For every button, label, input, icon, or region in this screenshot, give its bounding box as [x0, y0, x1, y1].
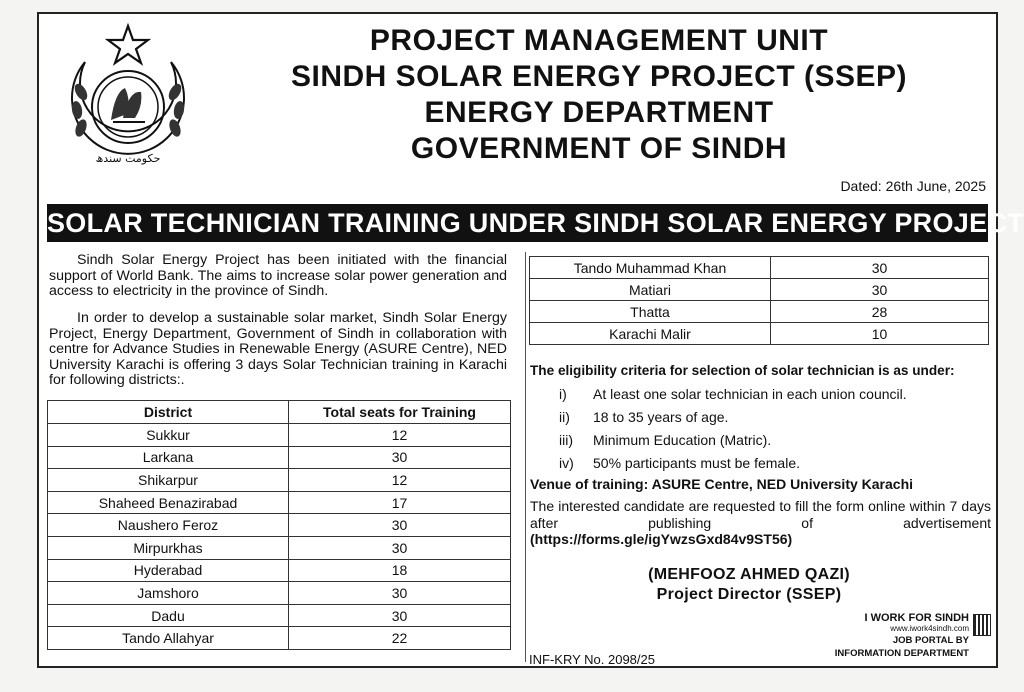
- seats-cell: 22: [289, 627, 511, 650]
- seats-cell: 12: [289, 469, 511, 492]
- seats-cell: 18: [289, 559, 511, 582]
- table-row: [48, 582, 511, 605]
- eligibility-title: The eligibility criteria for selection of solar technician is as under:: [530, 363, 955, 378]
- seats-cell: 12: [289, 424, 511, 447]
- table-row: [530, 257, 989, 279]
- title-banner: SOLAR TECHNICIAN TRAINING UNDER SINDH SOLAR ENERGY PROJECT: [47, 204, 988, 242]
- criteria-text: 50% participants must be female.: [593, 455, 800, 471]
- heading-unit: PROJECT MANAGEMENT UNIT: [369, 24, 829, 57]
- district-cell: Matiari: [530, 279, 771, 301]
- table-row: [48, 469, 511, 492]
- seats-cell: 28: [771, 301, 989, 323]
- column-divider: [525, 252, 526, 662]
- portal-tag-1: JOB PORTAL BY: [892, 635, 969, 646]
- table-row: [48, 536, 511, 559]
- portal-url: www.iwork4sindh.com: [890, 624, 969, 633]
- criteria-text: 18 to 35 years of age.: [593, 409, 729, 425]
- table-row: [530, 301, 989, 323]
- heading-government: GOVERNMENT OF SINDH: [410, 132, 788, 165]
- signer-title: Project Director (SSEP): [656, 586, 842, 603]
- advertisement-frame: [37, 12, 1024, 668]
- district-cell: Mirpurkhas: [48, 536, 289, 559]
- criteria-item: [559, 409, 728, 425]
- date-line: Dated: 26th June, 2025: [840, 178, 986, 194]
- criteria-number: ii): [559, 409, 570, 425]
- emblem-caption: حکومت سندھ: [95, 152, 161, 165]
- table-row: [48, 604, 511, 627]
- seats-cell: 30: [289, 604, 511, 627]
- criteria-number: iii): [559, 432, 573, 448]
- seats-cell: 30: [771, 257, 989, 279]
- district-cell: Karachi Malir: [530, 323, 771, 345]
- seats-cell: 30: [289, 514, 511, 537]
- intro-paragraph-1: Sindh Solar Energy Project has been initiated with the financial support of World Bank. The aims to increase solar power generation and access to electricity in the province of Sindh.: [49, 252, 507, 300]
- heading-department: ENERGY DEPARTMENT: [424, 96, 774, 129]
- district-cell: Naushero Feroz: [48, 514, 289, 537]
- district-cell: Thatta: [530, 301, 771, 323]
- seats-cell: 30: [289, 536, 511, 559]
- apply-text: The interested candidate are requested to fill the form online within 7 days after publishing of advertisement: [530, 498, 991, 531]
- table-row: [48, 446, 511, 469]
- district-cell: Dadu: [48, 604, 289, 627]
- venue-line: Venue of training: ASURE Centre, NED University Karachi: [530, 476, 914, 492]
- district-cell: Hyderabad: [48, 559, 289, 582]
- criteria-number: iv): [559, 455, 574, 471]
- table-row: [530, 323, 989, 345]
- criteria-item: [559, 455, 800, 471]
- table-row: [48, 424, 511, 447]
- signer-name: (MEHFOOZ AHMED QAZI): [648, 566, 850, 583]
- inf-number: INF-KRY No. 2098/25: [529, 652, 655, 667]
- table-row: [48, 627, 511, 650]
- district-cell: Jamshoro: [48, 582, 289, 605]
- seats-cell: 30: [771, 279, 989, 301]
- seats-cell: 30: [289, 582, 511, 605]
- table-row: [48, 514, 511, 537]
- table-header-row: [48, 401, 511, 424]
- district-cell: Tando Allahyar: [48, 627, 289, 650]
- table-row: [48, 559, 511, 582]
- table-row: [530, 279, 989, 301]
- sindh-government-emblem-icon: [53, 22, 203, 172]
- criteria-item: [559, 432, 771, 448]
- seats-cell: 17: [289, 491, 511, 514]
- apply-instructions: [530, 498, 991, 548]
- form-link[interactable]: (https://forms.gle/igYwzsGxd84v9ST56): [530, 531, 793, 547]
- district-cell: Shikarpur: [48, 469, 289, 492]
- qr-code-icon: [973, 614, 991, 636]
- seats-cell: 10: [771, 323, 989, 345]
- portal-brand: I WORK FOR SINDH: [864, 612, 969, 624]
- district-cell: Shaheed Benazirabad: [48, 491, 289, 514]
- col-seats-header: Total seats for Training: [289, 401, 511, 424]
- districts-table-continued: [529, 256, 989, 345]
- criteria-item: [559, 386, 907, 402]
- district-cell: Larkana: [48, 446, 289, 469]
- table-row: [48, 491, 511, 514]
- criteria-number: i): [559, 386, 567, 402]
- job-portal-badge: [829, 612, 969, 659]
- col-district-header: District: [48, 401, 289, 424]
- portal-tag-2: INFORMATION DEPARTMENT: [834, 648, 969, 659]
- district-cell: Tando Muhammad Khan: [530, 257, 771, 279]
- criteria-text: At least one solar technician in each union council.: [593, 386, 907, 402]
- seats-cell: 30: [289, 446, 511, 469]
- heading-project: SINDH SOLAR ENERGY PROJECT (SSEP): [290, 60, 908, 93]
- district-cell: Sukkur: [48, 424, 289, 447]
- intro-paragraph-2: In order to develop a sustainable solar market, Sindh Solar Energy Project, Energy Department, Government of Sindh in collaboration with centre for Advance Studies in Renewable Energy (ASURE Centre), NED University Karachi is offering 3 days Solar Technician training in Karachi for following districts:.: [49, 310, 507, 389]
- criteria-text: Minimum Education (Matric).: [593, 432, 772, 448]
- districts-table: [47, 400, 511, 650]
